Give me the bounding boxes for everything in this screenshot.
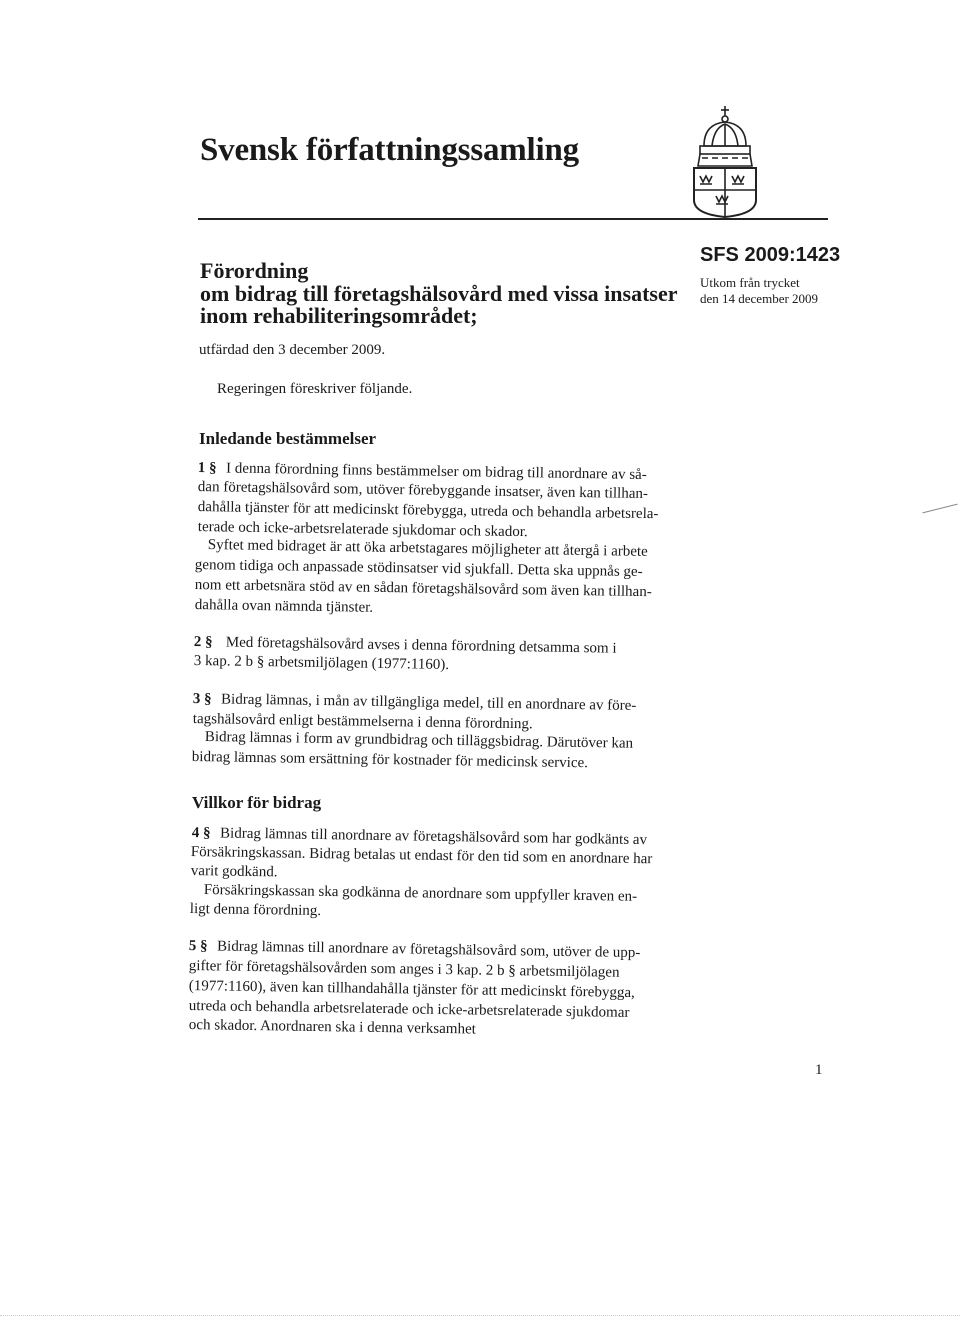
section-heading: Villkor för bidrag <box>192 793 322 812</box>
paragraph-line: 4 § Bidrag lämnas till anordnare av företagshälsovård som har godkänts av <box>191 825 648 849</box>
swedish-coat-of-arms-icon <box>690 106 760 218</box>
paragraph-line: Bidrag lämnas i form av grundbidrag och tilläggsbidrag. Därutöver kan <box>204 729 634 752</box>
paragraph-line: och skador. Anordnaren ska i denna verksamhet <box>188 1017 476 1038</box>
paragraph-line: nom ett arbetsnära stöd av en sådan företagshälsovård som även kan tillhan- <box>194 577 652 601</box>
paragraph-line: dahålla tjänster för att medicinskt förebygga, utreda och behandla arbetsrela- <box>197 499 659 523</box>
paragraph-line: varit godkänd. <box>190 863 278 881</box>
intro-sentence: Regeringen föreskriver följande. <box>217 381 413 397</box>
series-title: Svensk författningssamling <box>200 132 579 168</box>
paragraph-line: Syftet med bidraget är att öka arbetstagares möjligheter att återgå i arbete <box>207 537 648 560</box>
paragraph-line: dahålla ovan nämnda tjänster. <box>194 597 374 616</box>
section-number: 5 § <box>188 938 208 955</box>
paragraph-line: genom tidiga och anpassade stödinsatser vid sjukfall. Detta ska uppnås ge- <box>194 557 643 581</box>
paragraph-line: utreda och behandla arbetsrelaterade och icke-arbetsrelaterade sjukdomar <box>188 998 630 1021</box>
paragraph-line: gifter för företagshälsovården som anges i 3 kap. 2 b § arbetsmiljölagen <box>188 958 620 981</box>
paragraph-line: tagshälsovård enligt bestämmelserna i denna förordning. <box>192 711 533 733</box>
paragraph-line: (1977:1160), även kan tillhandahålla tjänster för att medicinskt förebygga, <box>188 978 635 1002</box>
paragraph-line: Försäkringskassan. Bidrag betalas ut endast för den tid som en anordnare har <box>190 844 653 868</box>
published-date: den 14 december 2009 <box>700 291 819 306</box>
document-title <box>200 283 680 327</box>
section-number: 3 § <box>192 691 212 708</box>
paragraph-line: terade och icke-arbetsrelaterade sjukdomar och skador. <box>197 519 528 541</box>
section-number: 4 § <box>191 825 211 842</box>
paragraph-line: 1 § I denna förordning finns bestämmelser om bidrag till anordnare av så- <box>197 460 647 484</box>
header-rule <box>198 218 828 220</box>
paragraph-line: bidrag lämnas som ersättning för kostnader för medicinsk service. <box>191 749 589 772</box>
paragraph-line: dan företagshälsovård som, utöver förebyggande insatser, även kan tillhan- <box>197 479 649 503</box>
document-title-line: inom rehabiliteringsområdet; <box>200 303 478 328</box>
page-number: 1 <box>815 1062 823 1078</box>
document-type: Förordning <box>200 258 309 283</box>
sfs-number: SFS 2009:1423 <box>700 244 841 266</box>
paragraph-line: 3 kap. 2 b § arbetsmiljölagen (1977:1160). <box>193 653 450 674</box>
paragraph-line: ligt denna förordning. <box>189 901 322 920</box>
section-heading: Inledande bestämmelser <box>199 429 377 448</box>
paragraph-line: 5 § Bidrag lämnas till anordnare av företagshälsovård som, utöver de upp- <box>188 938 641 962</box>
paragraph-line: 3 § Bidrag lämnas, i mån av tillgängliga medel, till en anordnare av före- <box>192 691 637 714</box>
scan-edge <box>0 1315 960 1316</box>
paragraph-line: 2 § Med företagshälsovård avses i denna förordning detsamma som i <box>193 634 617 657</box>
published-note: Utkom från trycket <box>700 275 800 290</box>
section-number: 1 § <box>197 460 217 477</box>
document-title-line: om bidrag till företagshälsovård med vissa insatser <box>200 281 678 306</box>
paragraph-line: Försäkringskassan ska godkänna de anordnare som uppfyller kraven en- <box>203 882 638 905</box>
issued-date: utfärdad den 3 december 2009. <box>199 342 386 358</box>
scan-mark <box>922 504 957 514</box>
section-number: 2 § <box>193 634 213 651</box>
